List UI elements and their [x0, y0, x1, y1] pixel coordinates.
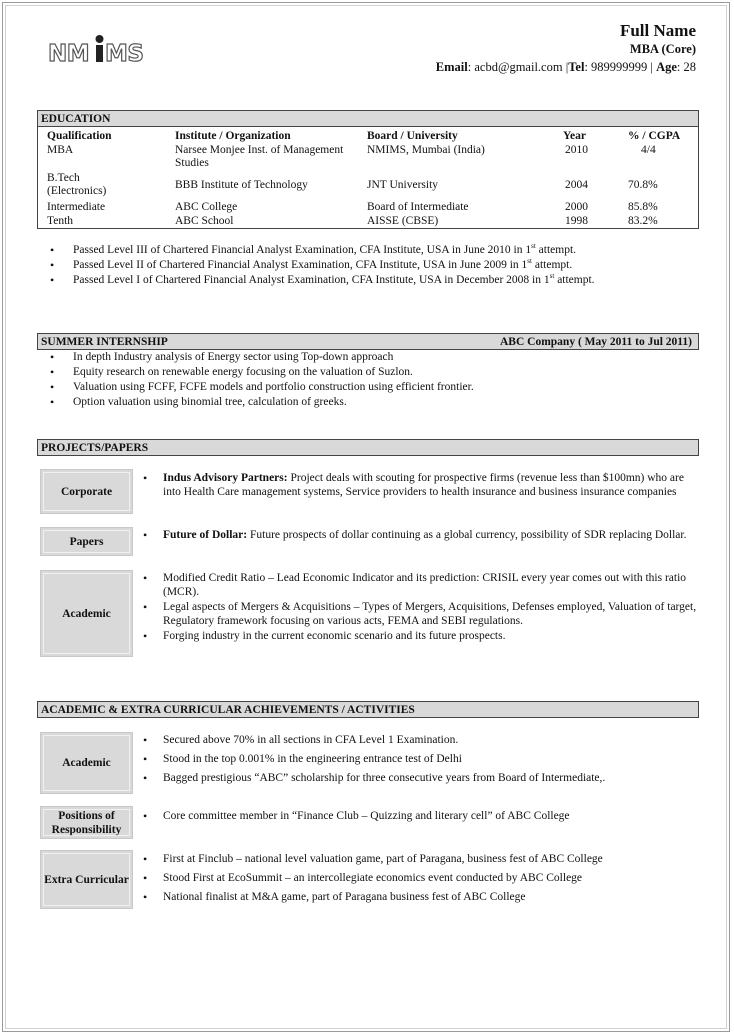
category-papers: Papers — [40, 527, 133, 556]
list-item — [37, 273, 717, 288]
svg-text:NM: NM — [48, 41, 90, 67]
section-achievements — [37, 701, 699, 718]
candidate-degree: MBA (Core) — [629, 42, 696, 56]
column-header: % / CGPA — [628, 130, 681, 142]
education-table — [37, 127, 699, 229]
section-education — [37, 110, 699, 127]
cfa-list — [37, 243, 717, 288]
table-cell: Narsee Monjee Inst. of Management Studies — [175, 144, 344, 169]
category-extra-curricular: Extra Curricular — [40, 850, 133, 909]
age-value: 28 — [683, 60, 696, 74]
list-item: • Core committee member in “Finance Club – Quizzing and literary cell” of ABC College — [139, 809, 704, 823]
item-text: Project deals with scouting for prospective firms (revenue less than $100mn) who are into Health Care management systems, Service providers to health insurance and business insurance companies — [163, 472, 684, 498]
corporate-list — [139, 471, 704, 500]
section-projects — [37, 439, 699, 456]
list-item: • Legal aspects of Mergers & Acquisitions – Types of Mergers, Acquisitions, Defenses employed, Valuation of target, Regulatory framework focusing on various acts, FEMA and SEBI regulations. — [139, 600, 704, 628]
column-header: Institute / Organization — [175, 130, 291, 142]
table-cell: MBA — [47, 144, 74, 156]
papers-list — [139, 528, 704, 543]
table-cell: Tenth — [47, 215, 74, 227]
list-item-text: Passed Level II of Chartered Financial Analyst Examination, CFA Institute, USA in June 2009 in 1 — [73, 259, 528, 271]
academic-achievements-list — [139, 733, 704, 786]
table-cell: 85.8% — [628, 201, 658, 213]
table-cell: AISSE (CBSE) — [367, 215, 439, 227]
table-cell: B.Tech (Electronics) — [47, 172, 107, 197]
item-title: Future of Dollar: — [163, 529, 248, 541]
superscript: st — [527, 257, 532, 266]
candidate-name: Full Name — [619, 21, 696, 40]
list-item: • Modified Credit Ratio – Lead Economic Indicator and its prediction: CRISIL every year comes out with this ratio (MCR). — [139, 571, 704, 599]
email-label: Email — [435, 60, 468, 74]
list-item: • National finalist at M&A game, part of Paragana business fest of ABC College — [139, 890, 704, 904]
positions-list — [139, 809, 704, 824]
contact-line: Email: acbd@gmail.com |Tel: 989999999 | Age: 28 — [435, 60, 696, 74]
list-item-tail: attempt. — [535, 244, 577, 256]
category-positions: Positions of Responsibility — [40, 806, 133, 839]
table-cell: 4/4 — [641, 144, 656, 156]
internship-list — [37, 350, 717, 410]
list-item-tail: attempt. — [554, 274, 595, 286]
svg-text:MS: MS — [105, 41, 144, 67]
extra-curricular-list — [139, 852, 704, 905]
list-item: • Stood in the top 0.001% in the engineering entrance test of Delhi — [139, 752, 704, 766]
category-academic-achievements: Academic — [40, 732, 133, 794]
table-cell: ABC School — [175, 215, 234, 227]
table-cell: 2004 — [565, 179, 588, 191]
academic-projects-list — [139, 571, 704, 644]
list-item: • Stood First at EcoSummit – an intercollegiate economics event conducted by ABC College — [139, 871, 704, 885]
item-text: Future prospects of dollar continuing as a global currency, possibility of SDR replacing Dollar. — [247, 529, 687, 541]
column-header: Year — [563, 130, 586, 142]
column-header: Board / University — [367, 130, 458, 142]
table-cell: 1998 — [565, 215, 588, 227]
superscript: st — [549, 272, 555, 281]
list-item — [139, 528, 704, 542]
table-cell: 70.8% — [628, 179, 658, 191]
section-title: PROJECTS/PAPERS — [41, 442, 149, 454]
tel-value: 989999999 — [591, 60, 648, 74]
tel-label: Tel — [568, 60, 585, 74]
list-item: • Secured above 70% in all sections in CFA Level 1 Examination. — [139, 733, 704, 747]
list-item-tail: attempt. — [531, 259, 573, 271]
table-cell: Intermediate — [47, 201, 106, 213]
email-value: acbd@gmail.com — [474, 60, 563, 74]
category-academic-projects: Academic — [40, 570, 133, 657]
item-title: Indus Advisory Partners: — [163, 472, 288, 484]
internship-company: ABC Company ( May 2011 to Jul 2011) — [500, 336, 692, 348]
list-item: • Forging industry in the current economic scenario and its future prospects. — [139, 629, 704, 643]
age-label: Age — [656, 60, 677, 74]
table-cell: BBB Institute of Technology — [175, 179, 308, 191]
table-cell: JNT University — [367, 179, 439, 191]
list-item-text: Passed Level III of Chartered Financial Analyst Examination, CFA Institute, USA in June 2010 in 1 — [73, 244, 532, 256]
list-item — [37, 243, 717, 258]
section-title: ACADEMIC & EXTRA CURRICULAR ACHIEVEMENTS / ACTIVITIES — [41, 704, 415, 716]
column-header: Qualification — [47, 130, 112, 142]
table-cell: ABC College — [175, 201, 238, 213]
superscript: st — [531, 242, 536, 251]
list-item: • Option valuation using binomial tree, calculation of greeks. — [37, 395, 717, 410]
table-cell: 2000 — [565, 201, 588, 213]
list-item: • Bagged prestigious “ABC” scholarship for three consecutive years from Board of Intermediate,. — [139, 771, 704, 785]
list-item-text: Passed Level I of Chartered Financial Analyst Examination, CFA Institute, USA in December 2008 in 1 — [73, 274, 550, 286]
table-cell: NMIMS, Mumbai (India) — [367, 144, 485, 156]
table-cell: 83.2% — [628, 215, 658, 227]
list-item — [139, 471, 704, 499]
section-title: EDUCATION — [41, 113, 111, 125]
list-item: • Equity research on renewable energy focusing on the valuation of Suzlon. — [37, 365, 717, 380]
section-title: SUMMER INTERNSHIP — [41, 336, 168, 348]
list-item — [37, 258, 717, 273]
table-cell: Board of Intermediate — [367, 201, 469, 213]
list-item: • First at Finclub – national level valuation game, part of Paragana, business fest of ABC College — [139, 852, 704, 866]
section-internship — [37, 333, 699, 350]
nmims-logo — [47, 33, 162, 73]
table-cell: 2010 — [565, 144, 588, 156]
category-corporate: Corporate — [40, 469, 133, 514]
list-item: • Valuation using FCFF, FCFE models and portfolio construction using efficient frontier. — [37, 380, 717, 395]
list-item: • In depth Industry analysis of Energy sector using Top-down approach — [37, 350, 717, 365]
